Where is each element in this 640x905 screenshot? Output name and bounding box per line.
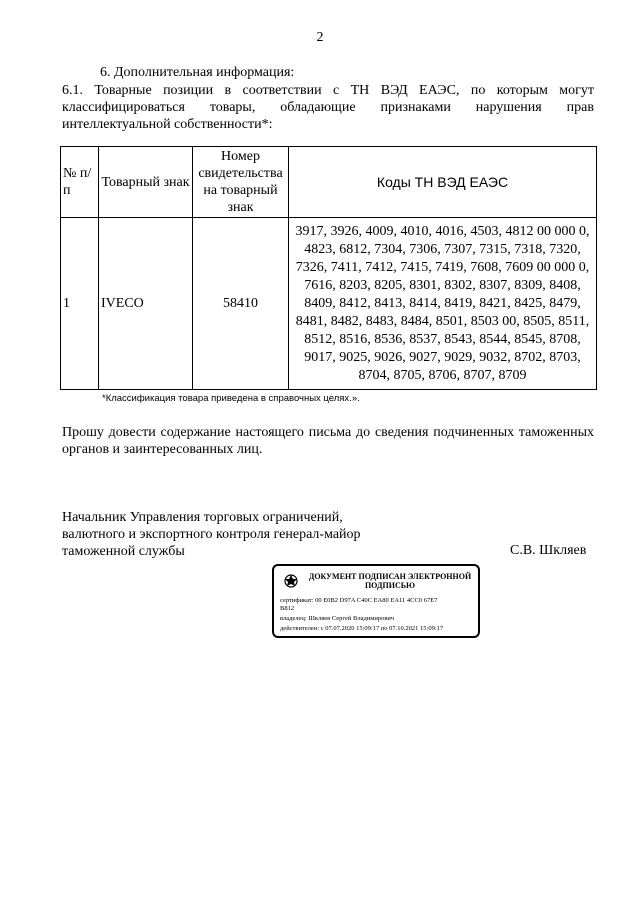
header-certificate: Номер свидетельства на товарный знак: [193, 147, 289, 218]
stamp-valid: действителен: с 07.07.2020 15:09:17 по 07.10.2021 15:09:17: [280, 625, 444, 632]
stamp-certificate: сертификат: 00 E0B2 D97A C40C EA80 EA11 4CC0 67E7: [280, 597, 438, 604]
header-codes: Коды ТН ВЭД ЕАЭС: [289, 147, 597, 218]
header-num: № п/п: [61, 147, 99, 218]
row-certificate: 58410: [193, 218, 289, 390]
footnote: *Классификация товара приведена в справочных целях.».: [102, 393, 360, 404]
codes-table: [60, 146, 597, 390]
table-row: [61, 218, 597, 390]
stamp-owner: владелец: Шкляев Сергей Владимирович: [280, 615, 395, 622]
section-text: 6.1. Товарные позиции в соответствии с ТН ВЭД ЕАЭС, по которым могут классифицироваться товары, обладающие признаками нарушения прав интеллектуальной собственности*:: [62, 83, 594, 132]
row-num: 1: [61, 218, 99, 390]
stamp-title: ДОКУМЕНТ ПОДПИСАН ЭЛЕКТРОННОЙ ПОДПИСЬЮ: [308, 572, 472, 590]
page-number: 2: [316, 30, 324, 45]
stamp-certificate-cont: B812: [280, 605, 295, 612]
request-text: Прошу довести содержание настоящего письма до сведения подчиненных таможенных органов и заинтересованных лиц.: [62, 425, 594, 457]
emblem-icon: [280, 572, 302, 590]
row-codes: 3917, 3926, 4009, 4010, 4016, 4503, 4812 00 000 0, 4823, 6812, 7304, 7306, 7307, 7315, 7318, 7320, 7326, 7411, 7412, 7415, 7419, 7608, 7609 00 000 0, 7616, 8203, 8205, 8301, 8302, 8307, 8309, 8408, 8409, 8412, 8413, 8414, 8419, 8421, 8425, 8479, 8481, 8482, 8483, 8484, 8501, 8503 00, 8505, 8511, 8512, 8516, 8536, 8537, 8543, 8544, 8545, 8708, 9017, 9025, 9026, 9027, 9029, 9032, 8702, 8703, 8704, 8705, 8706, 8707, 8709: [289, 218, 597, 390]
table-header-row: [61, 147, 597, 218]
e-signature-stamp: [272, 564, 480, 638]
section-title: 6. Дополнительная информация:: [100, 65, 295, 80]
signer-name: С.В. Шкляев: [510, 543, 587, 558]
header-trademark: Товарный знак: [99, 147, 193, 218]
row-trademark: IVECO: [99, 218, 193, 390]
signer-position: Начальник Управления торговых ограничений, валютного и экспортного контроля генерал-майор таможенной службы: [62, 510, 361, 559]
